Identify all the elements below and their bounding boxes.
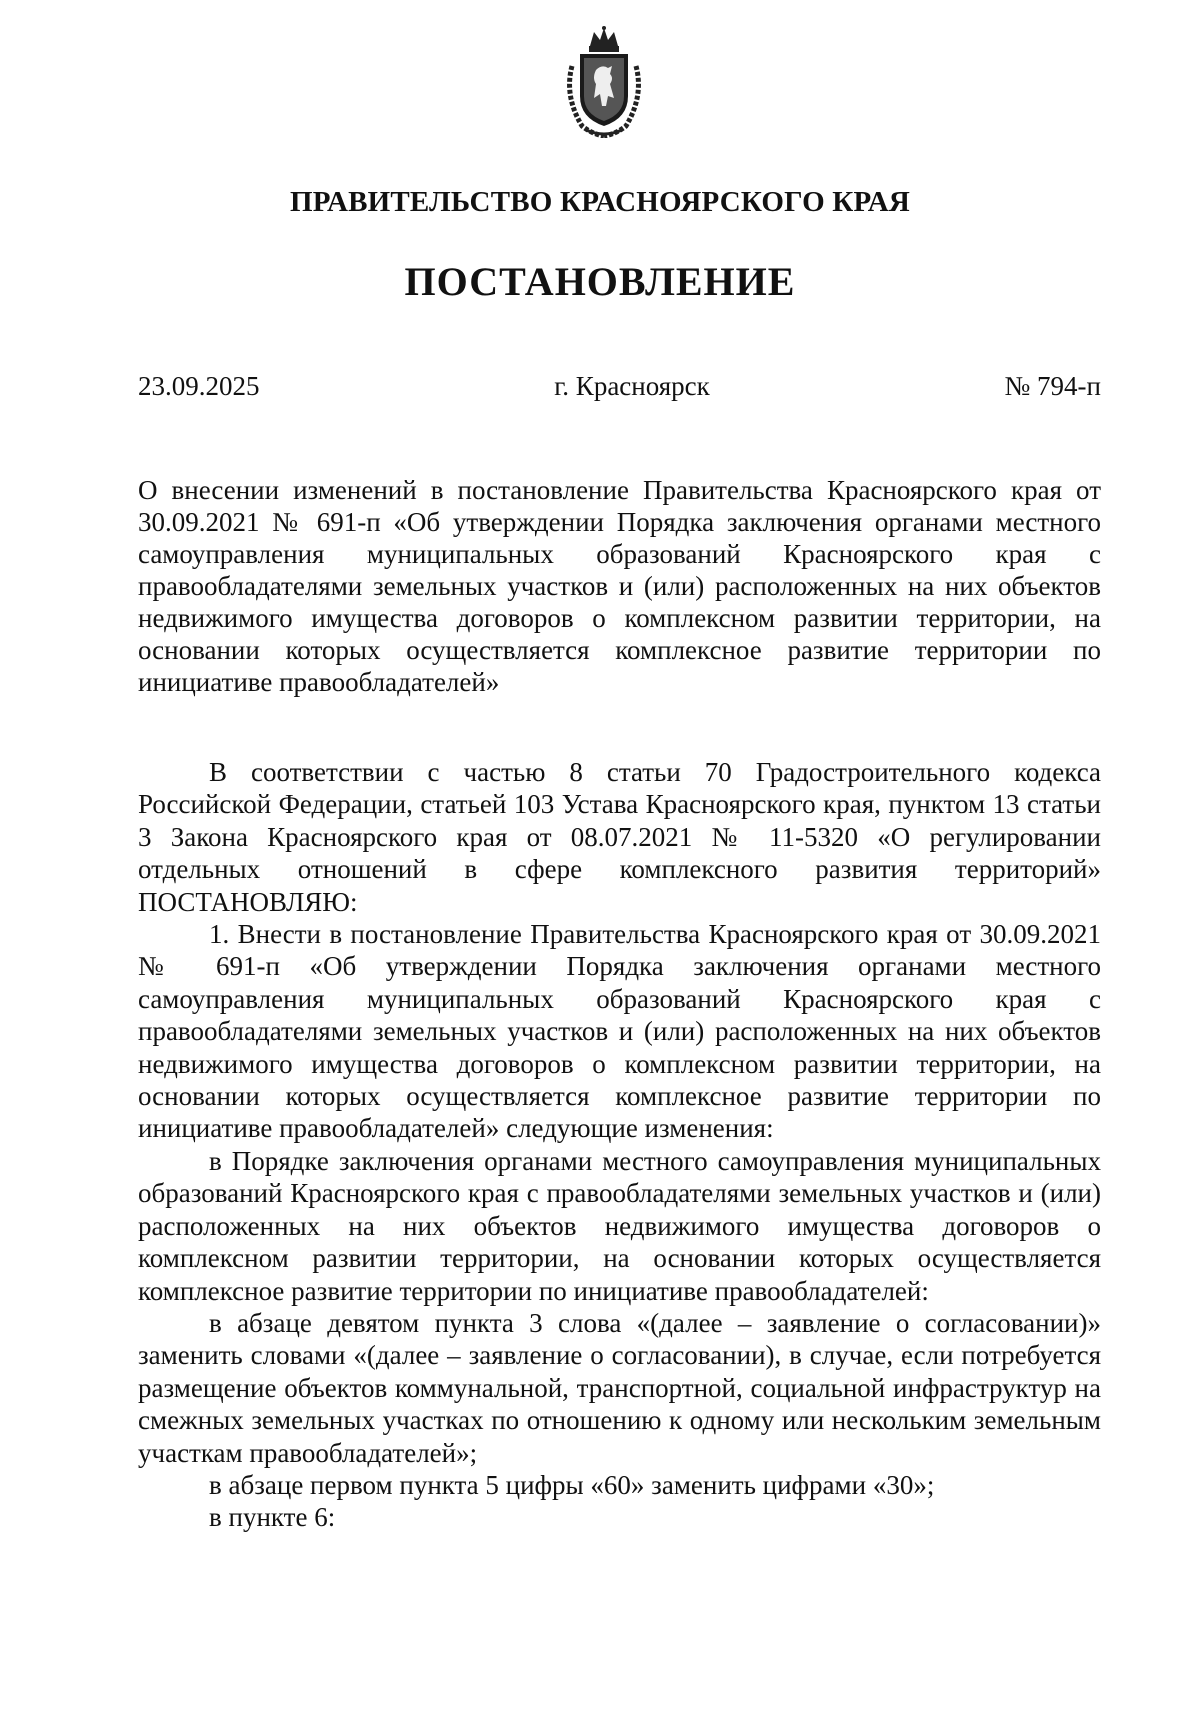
document-date: 23.09.2025 [138, 371, 260, 401]
paragraph-order-changes: в Порядке заключения органами местного самоуправления муниципальных образований Красноярского края с правообладателями земельных участков и (или) расположенных на них объектов недвижимого имущества договоров о комплексном развитии территории, на основании которых осуществляется комплексное развитие территории по инициативе правообладателей: [138, 1145, 1101, 1306]
document-body [138, 756, 1101, 1534]
paragraph-clause-5: в абзаце первом пункта 5 цифры «60» заменить цифрами «30»; [209, 1469, 935, 1500]
paragraph-clause-3: в абзаце девятом пункта 3 слова «(далее – заявление о согласовании)» заменить словами «(далее – заявление о согласовании), в случае, если потребуется размещение объектов коммунальной, транспортной, социальной инфраструктур на смежных земельных участках по отношению к одному или нескольким земельным участкам правообладателей»; [138, 1307, 1101, 1468]
document-title: О внесении изменений в постановление Правительства Красноярского края от 30.09.2021 № 691-п «Об утверждении Порядка заключения органами местного самоуправления муниципальных образований Красноярского края с правообладателями земельных участков и (или) расположенных на них объектов недвижимого имущества договоров о комплексном развитии территории, на основании которых осуществляется комплексное развитие территории по инициативе правообладателей» [138, 475, 1101, 697]
document-number: № 794-п [1004, 371, 1101, 401]
government-name: ПРАВИТЕЛЬСТВО КРАСНОЯРСКОГО КРАЯ [289, 186, 911, 218]
paragraph-item-1: 1. Внести в постановление Правительства Красноярского края от 30.09.2021 № 691-п «Об утверждении Порядка заключения органами местного самоуправления муниципальных образований Красноярского края с правообладателями земельных участков и (или) расположенных на них объектов недвижимого имущества договоров о комплексном развитии территории, на основании которых осуществляется комплексное развитие территории по инициативе правообладателей» следующие изменения: [138, 919, 1101, 1144]
document-meta-row [138, 371, 1101, 402]
paragraph-preamble: В соответствии с частью 8 статьи 70 Градостроительного кодекса Российской Федерации, статьей 103 Устава Красноярского края, пунктом 13 статьи 3 Закона Красноярского края от 08.07.2021 № 11-5320 «О регулировании отдельных отношений в сфере комплексного развития территорий» ПОСТАНОВЛЯЮ: [138, 757, 1101, 917]
document-place: г. Красноярск [554, 371, 710, 401]
coat-of-arms-emblem [562, 26, 646, 138]
paragraph-clause-6: в пункте 6: [209, 1502, 336, 1533]
document-type: ПОСТАНОВЛЕНИЕ [404, 259, 796, 304]
